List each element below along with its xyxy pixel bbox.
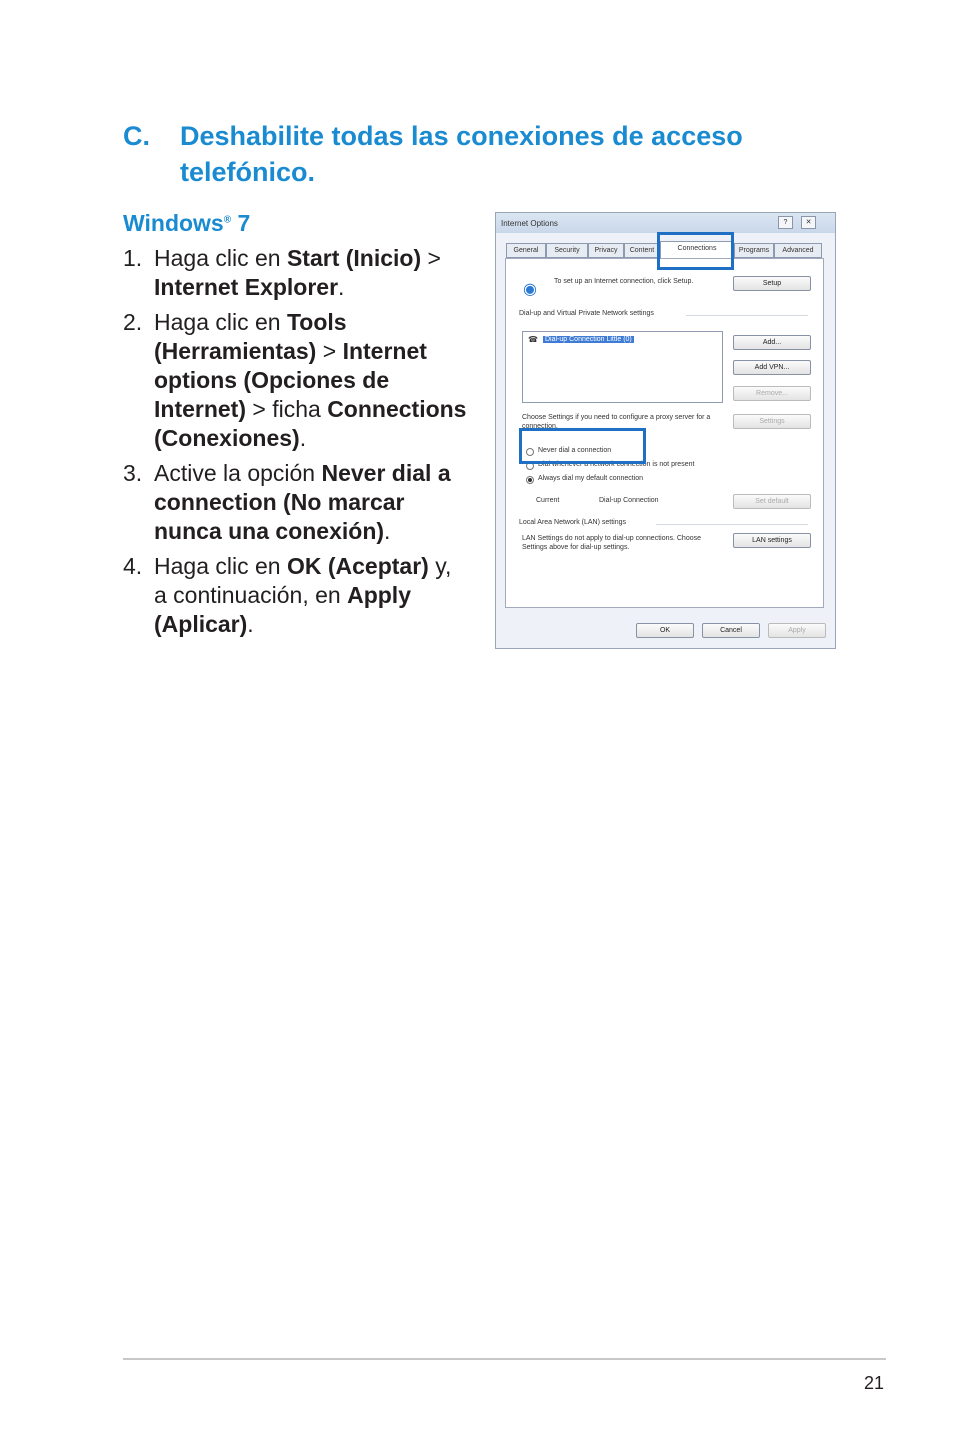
dialup-group-label: Dial-up and Virtual Private Network settings: [519, 310, 654, 317]
section-letter: C.: [123, 121, 150, 151]
step-2: 2. Haga clic en Tools (Herramientas) > Internet options (Opciones de Internet) > ficha Connections (Conexiones).: [123, 309, 467, 451]
current-value: Dial-up Connection: [599, 497, 659, 504]
connections-tab-highlight: [657, 232, 734, 270]
steps-list: [123, 244, 468, 645]
internet-globe-icon: ◉: [523, 281, 537, 298]
setup-button[interactable]: Setup: [733, 276, 811, 291]
always-dial-label: Always dial my default connection: [538, 475, 644, 482]
page-number: 21: [863, 1373, 884, 1393]
lan-text: LAN Settings do not apply to dial-up connections. Choose Settings above for dial-up settings.: [522, 535, 702, 551]
footer-divider: [123, 1358, 886, 1360]
tab-programs[interactable]: Programs: [734, 243, 774, 258]
os-subheading: [123, 210, 250, 237]
help-icon[interactable]: ?: [778, 216, 793, 229]
never-dial-highlight: [519, 428, 646, 464]
lan-group-label: Local Area Network (LAN) settings: [519, 519, 626, 526]
settings-button[interactable]: Settings: [733, 414, 811, 429]
cancel-button[interactable]: Cancel: [702, 623, 760, 638]
add-vpn-button[interactable]: Add VPN...: [733, 360, 811, 375]
connections-listbox[interactable]: [522, 331, 723, 403]
remove-button[interactable]: Remove...: [733, 386, 811, 401]
tab-connections[interactable]: Connections: [660, 241, 734, 258]
tab-advanced[interactable]: Advanced: [774, 243, 822, 258]
step-1: 1. Haga clic en Start (Inicio) > Internet Explorer.: [123, 245, 441, 300]
tab-privacy[interactable]: Privacy: [588, 243, 624, 258]
os-name: Windows: [123, 210, 224, 236]
os-version: 7: [237, 210, 251, 236]
group-divider: [656, 524, 808, 525]
proxy-text: Choose Settings if you need to configure a proxy server for a connection.: [522, 414, 711, 430]
tab-security[interactable]: Security: [546, 243, 588, 258]
section-title: Deshabilite todas las conexiones de acceso telefónico.: [180, 121, 743, 187]
close-icon[interactable]: ✕: [801, 216, 816, 229]
connection-icon: ☎: [528, 335, 538, 344]
dial-whenever-label: Dial whenever a network connection is not present: [538, 461, 695, 468]
always-dial-radio[interactable]: [526, 476, 534, 484]
dialog-title: Internet Options: [501, 219, 558, 228]
setup-text: To set up an Internet connection, click Setup.: [554, 278, 694, 285]
dialog-titlebar: [496, 213, 835, 233]
set-default-button[interactable]: Set default: [733, 494, 811, 509]
section-heading: [123, 118, 763, 190]
step-4: 4. Haga clic en OK (Aceptar) y, a continuación, en Apply (Aplicar).: [123, 553, 452, 637]
step-3: 3. Active la opción Never dial a connection (No marcar nunca una conexión).: [123, 460, 451, 544]
ok-button[interactable]: OK: [636, 623, 694, 638]
lan-settings-button[interactable]: LAN settings: [733, 533, 811, 548]
registered-mark: ®: [223, 214, 232, 226]
tab-content[interactable]: Content: [624, 243, 660, 258]
add-button[interactable]: Add...: [733, 335, 811, 350]
group-divider: [686, 315, 808, 316]
connection-list-item[interactable]: Dial-up Connection Little (0): [545, 336, 632, 343]
never-dial-label: Never dial a connection: [538, 447, 612, 454]
tab-general[interactable]: General: [506, 243, 546, 258]
current-label: Current: [536, 497, 560, 504]
apply-button[interactable]: Apply: [768, 623, 826, 638]
